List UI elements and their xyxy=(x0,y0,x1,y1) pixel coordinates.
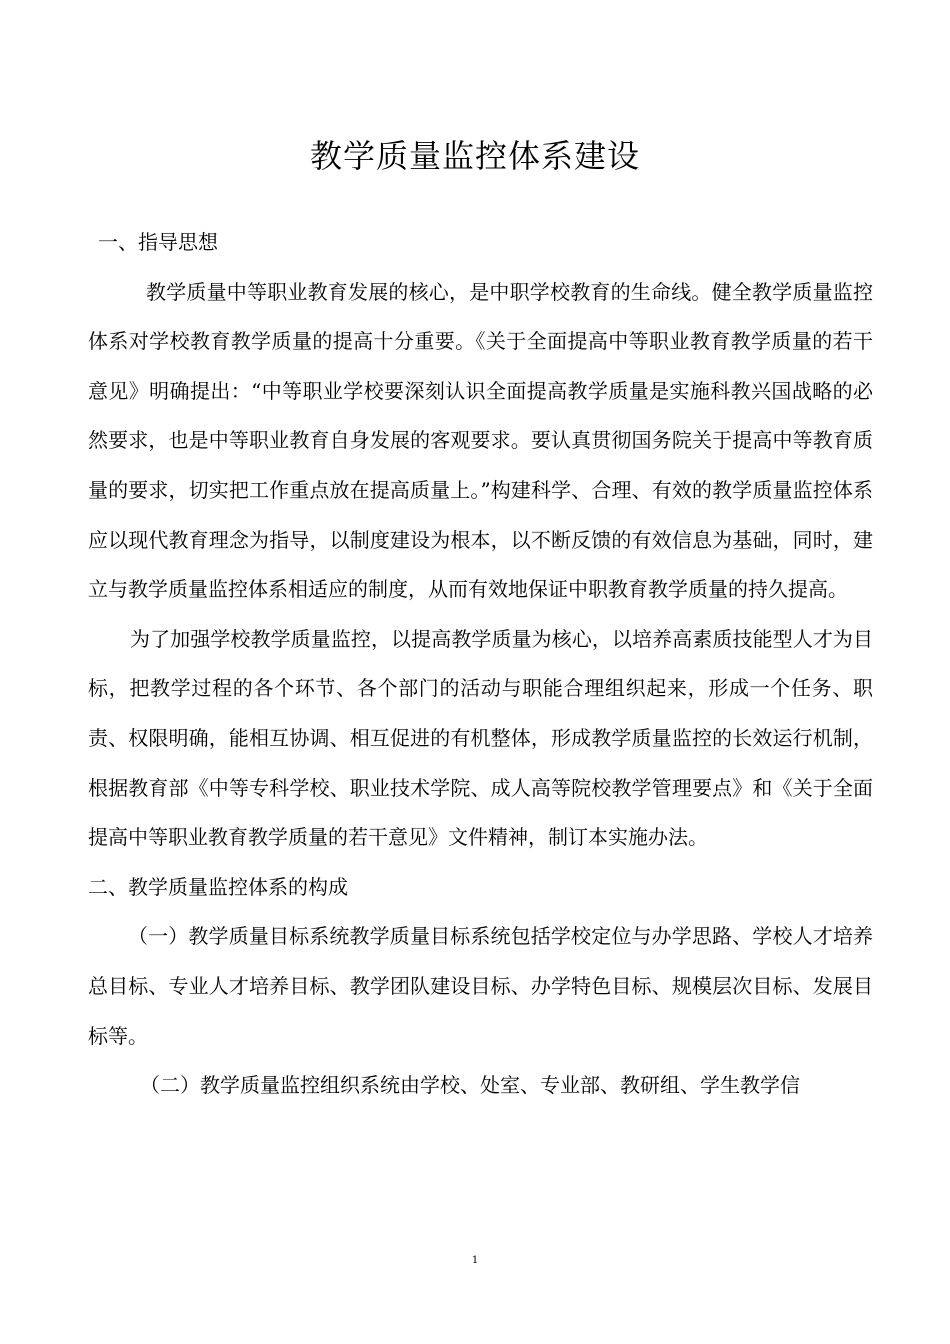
paragraph-implementation-purpose: 为了加强学校教学质量监控，以提高教学质量为核心，以培养高素质技能型人才为目标，把教学过程的各个环节、各个部门的活动与职能合理组织起来，形成一个任务、职责、权限明确，能相互协调、相互促进的有机整体，形成教学质量监控的长效运行机制，根据教育部《中等专科学校、职业技术学院、成人高等院校教学管理要点》和《关于全面提高中等职业教育教学质量的若干意见》文件精神，制订本实施办法。 xyxy=(88,626,873,850)
paragraph-monitoring-organization-system: （二）教学质量监控组织系统由学校、处室、专业部、教研组、学生教学信 xyxy=(140,1073,800,1098)
section-heading-system-composition: 二、教学质量监控体系的构成 xyxy=(88,874,348,899)
page-number: 1 xyxy=(471,1255,479,1266)
document-body xyxy=(88,218,873,1111)
paragraph-quality-target-system: （一）教学质量目标系统教学质量目标系统包括学校定位与办学思路、学校人才培养总目标、专业人才培养目标、教学团队建设目标、办学特色目标、规模层次目标、发展目标等。 xyxy=(88,924,873,1048)
section-heading-guiding-ideology: 一、指导思想 xyxy=(98,230,218,254)
paragraph-guiding-ideology: 教学质量中等职业教育发展的核心，是中职学校教育的生命线。健全教学质量监控体系对学校教育教学质量的提高十分重要。《关于全面提高中等职业教育教学质量的若干意见》明确提出：“中等职业学校要深刻认识全面提高教学质量是实施科教兴国战略的必然要求，也是中等职业教育自身发展的客观要求。要认真贯彻国务院关于提高中等教育质量的要求，切实把工作重点放在提高质量上。”构建科学、合理、有效的教学质量监控体系应以现代教育理念为指导，以制度建设为根本，以不断反馈的有效信息为基础，同时，建立与教学质量监控体系相适应的制度，从而有效地保证中职教育教学质量的持久提高。 xyxy=(88,279,873,602)
document-title: 教学质量监控体系建设 xyxy=(309,137,640,175)
